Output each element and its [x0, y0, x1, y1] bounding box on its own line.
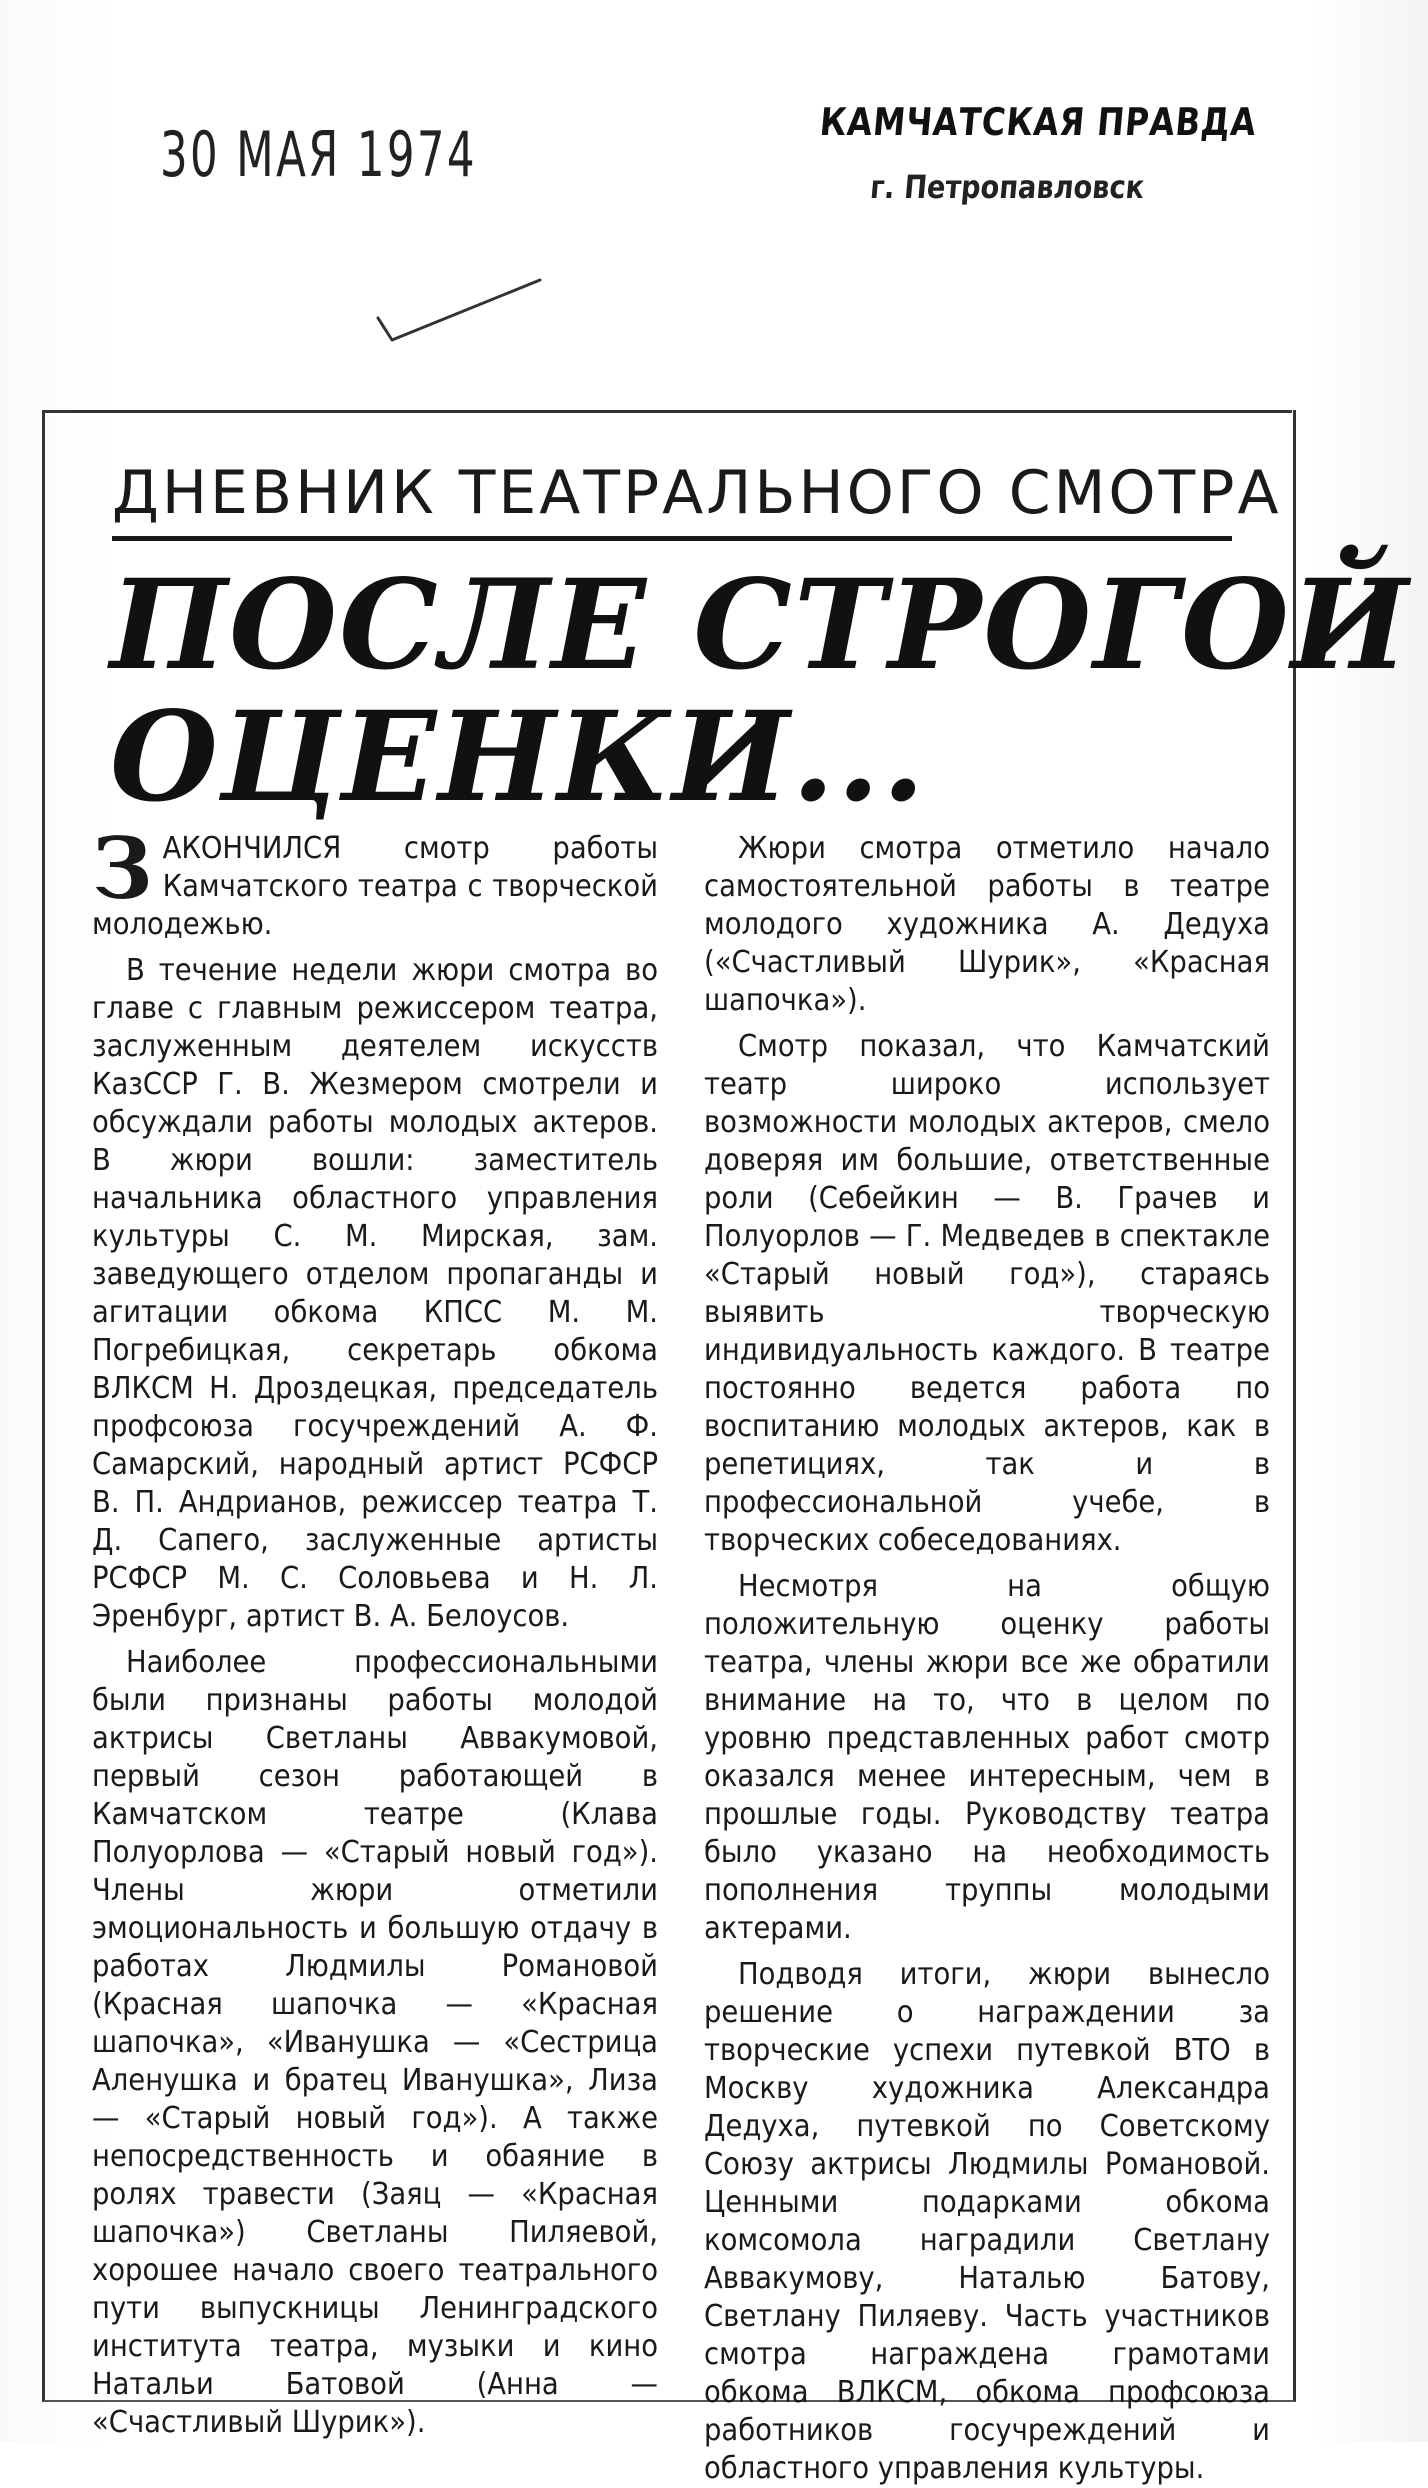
paragraph-7: Подводя итоги, жюри вынесло решение о награждении за творческие успехи путевкой ВТО в Москву художника Александра Дедуха, путевкой по Советскому Союзу актрисы Людмилы Романовой. Ценными подарками обкома комсомола наградили Светлану Аввакумову, Наталью Батову, Светлану Пиляеву. Часть участников смотра награждена грамотами обкома ВЛКСМ, обкома профсоюза работников госучреждений и областного управления культуры.	[704, 1957, 1270, 2486]
right-column	[704, 830, 1270, 2488]
paragraph-1	[92, 819, 658, 944]
drop-cap: З	[92, 819, 153, 918]
newspaper-stamp: КАМЧАТСКАЯ ПРАВДА	[818, 100, 1259, 144]
left-column	[92, 819, 658, 2442]
headline-line-2: ОЦЕНКИ...	[110, 685, 927, 830]
headline-line-1: ПОСЛЕ СТРОГОЙ	[110, 553, 1411, 698]
date-stamp: 30 МАЯ 1974	[160, 118, 477, 191]
rubric-title: ДНЕВНИК ТЕАТРАЛЬНОГО СМОТРА	[112, 458, 1282, 528]
paragraph-6: Несмотря на общую положительную оценку работы театра, члены жюри все же обратили внимание на то, что в целом по уровню представленных работ смотр оказался менее интересным, чем в прошлые годы. Руководству театра было указано на необходимость пополнения труппы молодыми актерами.	[704, 1569, 1270, 1946]
city-stamp: г. Петропавловск	[868, 168, 1146, 206]
check-mark-icon	[370, 270, 550, 350]
paragraph-4: Жюри смотра отметило начало самостоятельной работы в театре молодого художника А. Дедуха («Счастливый Шурик», «Красная шапочка»).	[704, 831, 1270, 1018]
paragraph-2: В течение недели жюри смотра во главе с главным режиссером театра, заслуженным деятелем искусств КазССР Г. В. Жезмером смотрели и обсуждали работы молодых актеров. В жюри вошли: заместитель начальника областного управления культуры С. М. Мирская, зам. заведующего отделом пропаганды и агитации обкома КПСС М. М. Погребицкая, секретарь обкома ВЛКСМ Н. Дроздецкая, председатель профсоюза госучреждений А. Ф. Самарский, народный артист РСФСР В. П. Андрианов, режиссер театра Т. Д. Сапего, заслуженные артисты РСФСР М. С. Соловьева и Н. Л. Эренбург, артист В. А. Белоусов.	[92, 953, 658, 1634]
article-headline	[110, 553, 1411, 830]
rubric-rule	[112, 536, 1232, 541]
paragraph-5: Смотр показал, что Камчатский театр широко использует возможности молодых актеров, смело доверяя им большие, ответственные роли (Себейкин — В. Грачев и Полуорлов — Г. Медведев в спектакле «Старый новый год»), стараясь выявить творческую индивидуальность каждого. В театре постоянно ведется работа по воспитанию молодых актеров, как в репетициях, так и в профессиональной учебе, в творческих собеседованиях.	[704, 1029, 1270, 1558]
clipping-top-edge	[42, 410, 1292, 413]
paragraph-text: АКОНЧИЛСЯ смотр работы Камчатского театра с творческой молодежью.	[92, 831, 658, 942]
paragraph-3: Наиболее профессиональными были признаны работы молодой актрисы Светланы Аввакумовой, первый сезон работающей в Камчатском театре (Клава Полуорлова — «Старый новый год»). Члены жюри отметили эмоциональность и большую отдачу в работах Людмилы Романовой (Красная шапочка — «Красная шапочка», «Иванушка — «Сестрица Аленушка и братец Иванушка», Лиза — «Старый новый год»). А также непосредственность и обаяние в ролях травести (Заяц — «Красная шапочка») Светланы Пиляевой, хорошее начало своего театрального пути выпускницы Ленинградского института театра, музыки и кино Натальи Батовой (Анна — «Счастливый Шурик»).	[92, 1645, 658, 2440]
